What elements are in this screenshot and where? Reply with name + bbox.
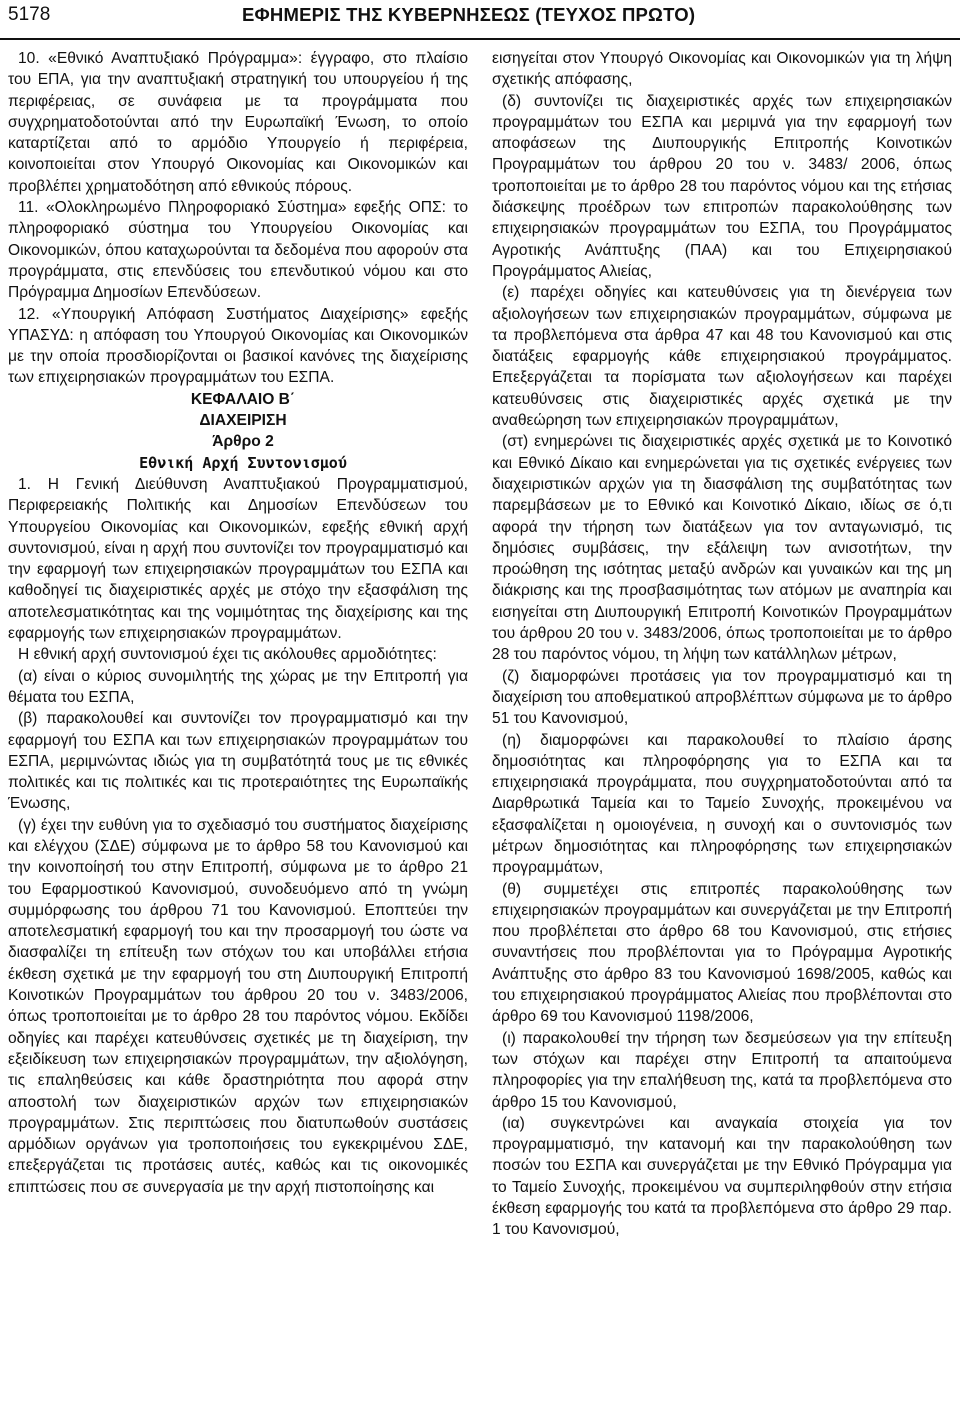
page-number: 5178 xyxy=(8,4,51,25)
left-column xyxy=(8,48,468,1198)
gazette-title: ΕΦΗΜΕΡΙΣ ΤΗΣ ΚΥΒΕΡΝΗΣΕΩΣ (ΤΕΥΧΟΣ ΠΡΩΤΟ) xyxy=(242,4,696,25)
item-c-continuation: εισηγείται στον Υπουργό Οικονομίας και Οικονομικών για τη λήψη σχετικής απόφασης, xyxy=(492,50,952,89)
chapter-title: ΔΙΑΧΕΙΡΙΣΗ xyxy=(199,412,287,430)
responsibilities-intro: Η εθνική αρχή συντονισμού έχει τις ακόλουθες αρμοδιότητες: xyxy=(18,646,437,664)
item-i: (ι) παρακολουθεί την τήρηση των δεσμεύσεων για την επίτευξη των στόχων και παρέχει στην Επιτροπή τα απαιτούμενα πληροφορίες για την επαλήθευση της, κατά τα προβλεπόμενα στο άρθρο 15 του Κανονισμού, xyxy=(492,1029,952,1111)
article-title: Εθνική Αρχή Συντονισμού xyxy=(139,453,347,472)
item-z: (ζ) διαμορφώνει προτάσεις για τον προγραμματισμό και τη διαχείριση του αποθεματικού απροβλέπτων σύμφωνα με το άρθρο 51 του Κανονισμού, xyxy=(492,667,952,728)
item-ia: (ια) συγκεντρώνει και αναγκαία στοιχεία για τον προγραμματισμό, την κατανομή και την παρακολούθηση των ποσών του ΕΣΠΑ και συνεργάζεται με την Εθνικό Πρόγραμμα για το Ταμείο Συνοχής, προκειμένου να συμπεριληφθούν στην ετήσια έκθεση εφαρμογής του κατά τα προβλεπόμενα στο άρθρο 29 παρ. 1 του Κανονισμού, xyxy=(492,1114,952,1239)
item-th: (θ) συμμετέχει στις επιτροπές παρακολούθησης των επιχειρησιακών προγραμμάτων και συνεργάζεται με την Επιτροπή που προβλέπεται στο άρθρο 68 του Κανονισμού, στις ετήσιες συναντήσεις που προβλέπονται για το Πρόγραμμα Αγροτικής Ανάπτυξης στο άρθρο 83 του Κανονισμού 1698/2005, καθώς και του επιχειρησιακού προγράμματος Αλιείας που προβλέπονται στο άρθρο 69 του Κανονισμού 1198/2006, xyxy=(492,880,952,1026)
definition-12: 12. «Υπουργική Απόφαση Συστήματος Διαχείρισης» εφεξής ΥΠΑΣΥΔ: η απόφαση του Υπουργού Οικονομίας και Οικονομικών με την οποία προσδιορίζονται οι βασικοί κανόνες της διαχείρισης των επιχειρησιακών προγραμμάτων του ΕΣΠΑ. xyxy=(8,305,468,387)
item-st: (στ) ενημερώνει τις διαχειριστικές αρχές σχετικά με το Κοινοτικό και Εθνικό Δίκαιο και ενημερώνεται για τις σχετικές ενέργειες των διαχειριστικών αρχών για τη διασφάλιση της συμβατότητας των παρεμβάσεων με το Εθνικό και Κοινοτικό Δίκαιο, ιδίως σε ό,τι αφορά την τήρηση των διατάξεων για τον ανταγωνισμό, τις δημόσιες συμβάσεις, την εξάλειψη των ανισοτήτων, την προώθηση της ισότητας μεταξύ ανδρών και γυναικών και της μη διάκρισης και της προσβασιμότητας των ατόμων με αναπηρία και εισηγείται στη Διυπουργική Επιτροπή Κοινοτικών Προγραμμάτων του άρθρου 20 του ν. 3483/2006, όπως τροποποιείται με το άρθρο 28 του παρόντος νόμου, τη λήψη των κατάλληλων μέτρων, xyxy=(492,433,952,664)
item-e: (ε) παρέχει οδηγίες και κατευθύνσεις για τη διενέργεια των αξιολογήσεων των επιχειρησιακών προγραμμάτων, σύμφωνα με τα προβλεπόμενα στα άρθρα 47 και 48 του Κανονισμού και στις διατάξεις εφαρμογής κάθε επιχειρησιακού προγράμματος. Επεξεργάζεται τα πορίσματα των αξιολογήσεων και παρέχει κατευθύνσεις στις διαχειριστικές αρχές σχετικά με την αναθεώρηση των επιχειρησιακών προγραμμάτων, xyxy=(492,284,952,430)
page-header xyxy=(0,0,960,40)
item-d: (δ) συντονίζει τις διαχειριστικές αρχές των επιχειρησιακών προγραμμάτων του ΕΣΠΑ και μεριμνά για την εφαρμογή των αποφάσεων της Διυπουργικής Επιτροπής Κοινοτικών Προγραμμάτων του άρθρου 20 του ν. 3483/ 2006, όπως τροποποιείται με το άρθρο 28 του παρόντος νόμου και της ετήσιας διάσκεψης προέδρων των επιτροπών παρακολούθησης των επιχειρησιακών προγραμμάτων του ΕΣΠΑ, του Προγράμματος Αγροτικής Ανάπτυξης (ΠΑΑ) και του Επιχειρησιακού Προγράμματος Αλιείας, xyxy=(492,92,952,280)
definition-10: 10. «Εθνικό Αναπτυξιακό Πρόγραμμα»: έγγραφο, στο πλαίσιο του ΕΠΑ, για την αναπτυξιακή στρατηγική του υπουργείου ή της περιφέρειας, σε συνάφεια με τα προγράμματα που συγχρηματοδοτούνται από την Ευρωπαϊκή Ένωση, το οποίο καταρτίζεται από το αρμόδιο Υπουργείο ή περιφέρεια, κοινοποιείται στον Υπουργό Οικονομίας και Οικονομικών και προβλέπει χρηματοδότηση από εθνικούς πόρους. xyxy=(8,50,468,195)
chapter-heading: ΚΕΦΑΛΑΙΟ Β΄ xyxy=(190,390,296,408)
item-c: (γ) έχει την ευθύνη για το σχεδιασμό του συστήματος διαχείρισης και ελέγχου (ΣΔΕ) σύμφωνα με το άρθρο 58 του Κανονισμού και την κοινοποίησή του στην Επιτροπή, σύμφωνα με το άρθρο 21 του Εφαρμοστικού Κανονισμού, συνοδευόμενο από τη γνώμη συμμόρφωσης του άρθρου 71 του Κανονισμού. Εποπτεύει την αποτελεσματική εφαρμογή του και την προσαρμογή του ώστε να διασφαλίζει τη επίτευξη των στόχων του και υποβάλλει ετήσια έκθεση σχετικά με την εφαρμογή του στη Διυπουργική Επιτροπή Κοινοτικών Προγραμμάτων του άρθρου 20 του ν. 3483/2006, όπως τροποποιείται με το άρθρο 28 του παρόντος νόμου. Εκδίδει οδηγίες και παρέχει κατευθύνσεις σχετικές με τη διαχείριση, την εξειδίκευση των επιχειρησιακών προγραμμάτων, την αξιολόγηση, τις επαληθεύσεις και κάθε δραστηριότητα που αφορά στην αποστολή των διαχειριστικών αρχών των επιχειρησιακών προγραμμάτων. Στις περιπτώσεις που διατυπωθούν συστάσεις αρμόδιων οργάνων για τροποποιήσεις του εγκεκριμένου ΣΔΕ, επεξεργάζεται τις προτάσεις αυτές, καθώς και τις οικονομικές επιπτώσεις που σε συνεργασία με την αρχή πιστοποίησης και xyxy=(8,816,468,1196)
item-b: (β) παρακολουθεί και συντονίζει τον προγραμματισμό και την εφαρμογή του ΕΣΠΑ και των επιχειρησιακών προγραμμάτων του ΕΣΠΑ, μεριμνώντας ιδιώς για τη συμβατότητά τους με τις εθνικές πολιτικές και τις πολιτικές και τις προτεραιότητες της Ευρωπαϊκής Ένωσης, xyxy=(8,710,468,813)
definition-11: 11. «Ολοκληρωμένο Πληροφοριακό Σύστημα» εφεξής ΟΠΣ: το πληροφοριακό σύστημα του Υπουργείου Οικονομίας και Οικονομικών, όπου καταχωρούνται τα δεδομένα που αφορούν στα προγράμματα, στις επενδύσεις του επενδυτικού νόμου και στο Πρόγραμμα Δημοσίων Επενδύσεων. xyxy=(8,199,468,302)
right-column xyxy=(492,48,952,1241)
paragraph-1: 1. Η Γενική Διεύθυνση Αναπτυξιακού Προγραμματισμού, Περιφερειακής Πολιτικής και Δημοσίων Επενδύσεων του Υπουργείου Οικονομίας και Οικονομικών, εφεξής εθνική αρχή συντονισμού, είναι η αρχή που συντονίζει τον προγραμματισμό και την εφαρμογή των επιχειρησιακών προγραμμάτων του ΕΣΠΑ και καθοδηγεί τις διαχειριστικές αρχές με στόχο την εξασφάλιση της αποτελεσματικότητας και της νομιμότητας της διαχείρισης και της εφαρμογής των επιχειρησιακών προγραμμάτων. xyxy=(8,475,468,643)
article-heading: Άρθρο 2 xyxy=(212,433,274,451)
item-h: (η) διαμορφώνει και παρακολουθεί το πλαίσιο άρσης δημοσιότητας και πληροφόρησης για το ΕΣΠΑ και τα επιχειρησιακά προγράμματα, που συγχρηματοδοτούνται από τα Διαρθρωτικά Ταμεία και το Ταμείο Συνοχής, προκειμένου να εξασφαλίζεται η ομοιογένεια, η συνοχή και ο συντονισμός των μέτρων δημοσιότητας και πληροφόρησης των επιχειρησιακών προγραμμάτων, xyxy=(492,731,952,877)
item-a: (α) είναι ο κύριος συνομιλητής της χώρας με την Επιτροπή για θέματα του ΕΣΠΑ, xyxy=(8,667,468,706)
